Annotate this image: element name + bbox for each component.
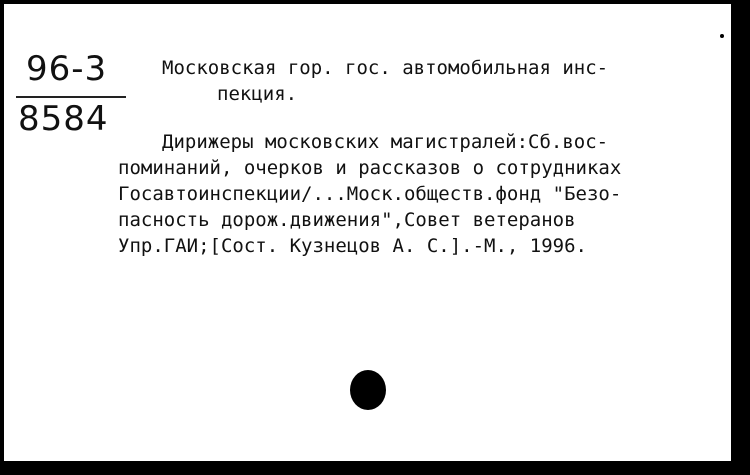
call-number-bottom: 8584 <box>18 99 109 139</box>
call-number-divider <box>16 96 126 98</box>
body-line: Упр.ГАИ;[Сост. Кузнецов А. С.].-М., 1996. <box>118 235 587 257</box>
punch-hole <box>350 370 386 410</box>
heading-line-2: пекция. <box>217 83 298 105</box>
call-number <box>16 44 131 144</box>
body-line: Госавтоинспекции/...Моск.обществ.фонд "Безо- <box>118 183 622 205</box>
heading-line-1: Московская гор. гос. автомобильная инс- <box>162 57 609 79</box>
body-line: поминаний, очерков и рассказов о сотрудниках <box>118 157 622 179</box>
speck-mark <box>720 34 724 38</box>
body-line: пасность дорож.движения",Совет ветеранов <box>118 209 576 231</box>
body-line: Дирижеры московских магистралей:Сб.вос- <box>162 131 609 153</box>
catalog-card <box>4 4 731 461</box>
call-number-top: 96-3 <box>26 49 108 89</box>
